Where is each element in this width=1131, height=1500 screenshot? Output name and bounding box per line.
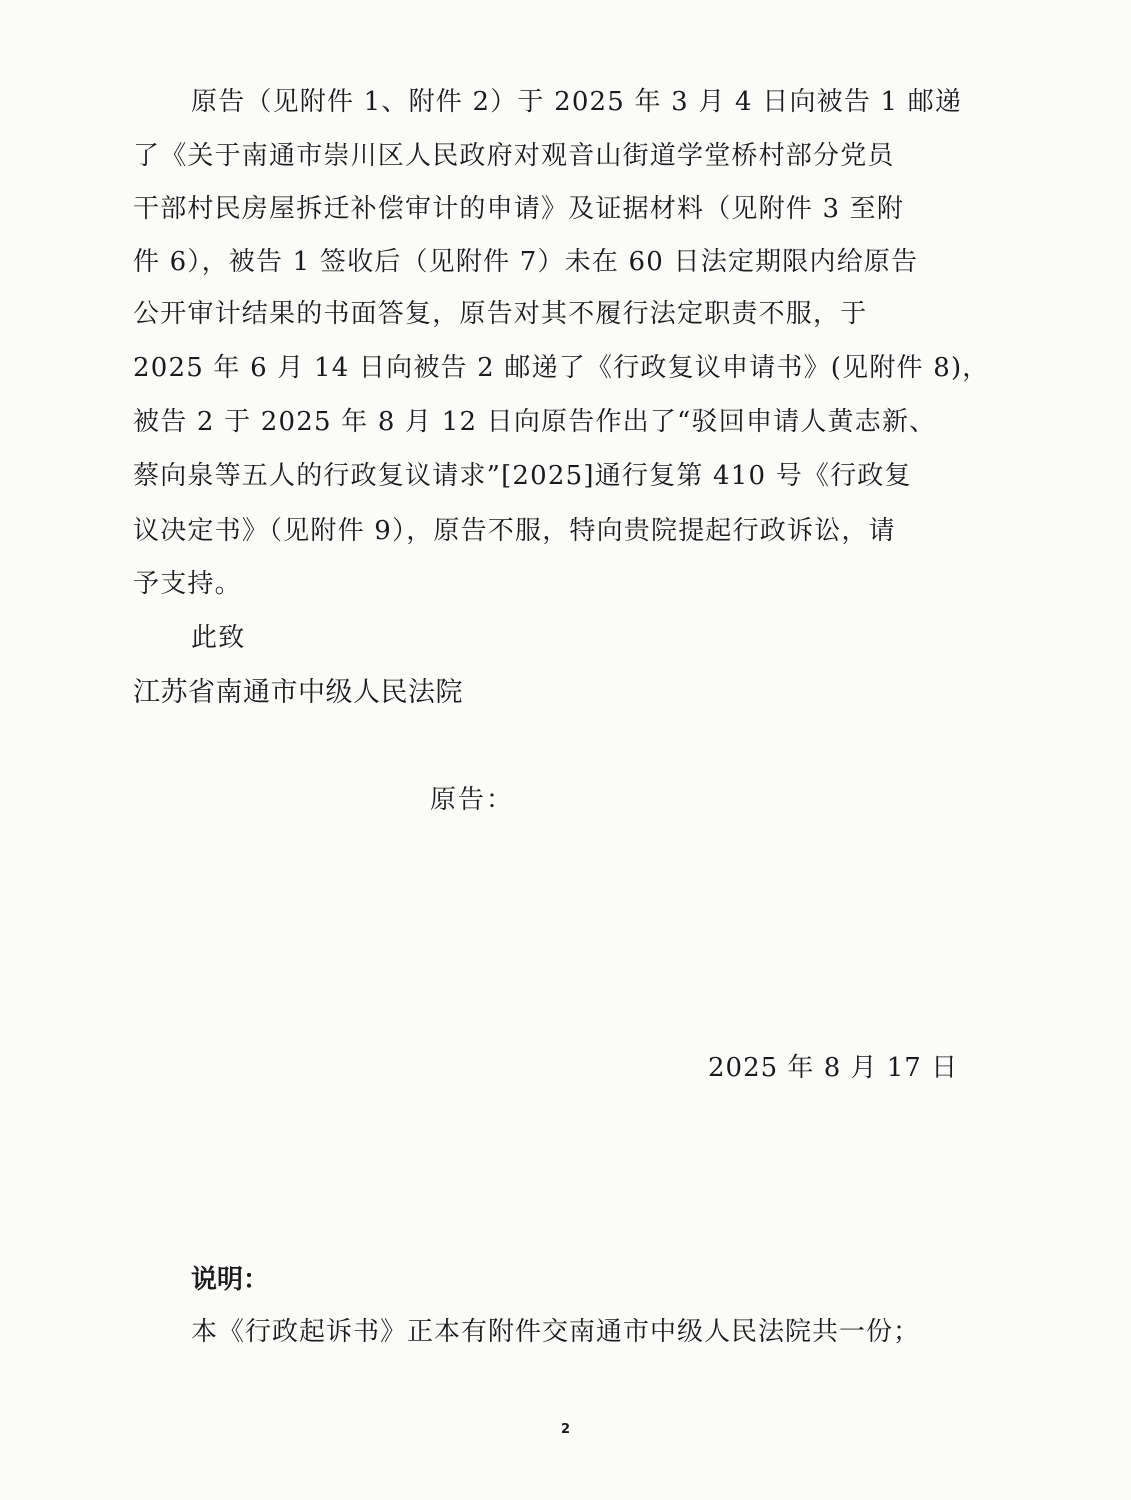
body-line-10: 予支持。 xyxy=(133,569,242,599)
body-line-2: 了《关于南通市崇川区人民政府对观音山街道学堂桥村部分党员 xyxy=(133,141,895,171)
body-line-1: 原告（见附件 1、附件 2）于 2025 年 3 月 4 日向被告 1 邮递 xyxy=(191,87,963,117)
body-line-6: 2025 年 6 月 14 日向被告 2 邮递了《行政复议申请书》(见附件 8)， xyxy=(133,353,990,383)
body-line-7: 被告 2 于 2025 年 8 月 12 日向原告作出了“驳回申请人黄志新、 xyxy=(133,407,937,437)
plaintiff-signature-label: 原告： xyxy=(430,785,515,815)
body-line-4: 件 6），被告 1 签收后（见附件 7）未在 60 日法定期限内给原告 xyxy=(133,247,919,277)
document-date: 2025 年 8 月 17 日 xyxy=(708,1053,959,1083)
salutation: 此致 xyxy=(191,623,246,653)
notes-text: 本《行政起诉书》正本有附件交南通市中级人民法院共一份； xyxy=(191,1317,921,1347)
body-line-3: 干部村民房屋拆迁补偿审计的申请》及证据材料（见附件 3 至附 xyxy=(133,194,905,224)
body-line-8: 蔡向泉等五人的行政复议请求”[2025]通行复第 410 号《行政复 xyxy=(133,461,912,491)
notes-title: 说明： xyxy=(191,1265,270,1295)
court-name: 江苏省南通市中级人民法院 xyxy=(133,677,463,708)
page-number: 2 xyxy=(560,1422,571,1437)
body-line-5: 公开审计结果的书面答复，原告对其不履行法定职责不服，于 xyxy=(133,299,868,329)
body-line-9: 议决定书》（见附件 9），原告不服，特向贵院提起行政诉讼，请 xyxy=(133,516,896,546)
